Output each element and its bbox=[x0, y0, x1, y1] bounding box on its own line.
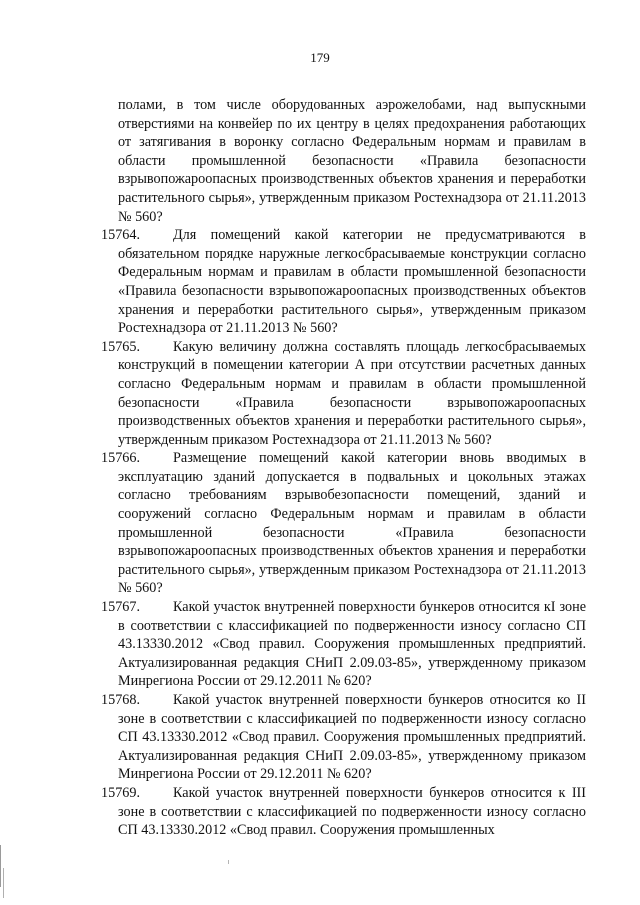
question-number: 15769. bbox=[101, 784, 141, 801]
question-text: Какой участок внутренней поверхности бункеров относится кI зоне в соответствии с классификацией по подверженности износу согласно СП 43.13330.2012 «Свод правил. Сооружения промышленных предприятий. Актуализированная редакция СНиП 2.09.03-85», утвержденному приказом Минрегиона России от 29.12.2011 № 620? bbox=[118, 599, 586, 690]
question-item bbox=[101, 226, 586, 338]
question-item bbox=[101, 691, 586, 784]
document-body bbox=[101, 96, 586, 840]
scan-edge-mark bbox=[0, 845, 1, 887]
question-number: 15766. bbox=[101, 450, 141, 467]
question-number: 15765. bbox=[101, 338, 141, 355]
question-item bbox=[101, 598, 586, 691]
question-item bbox=[101, 449, 586, 598]
question-number: 15764. bbox=[101, 227, 141, 244]
question-text: Какой участок внутренней поверхности бункеров относится к III зоне в соответствии с классификацией по подверженности износу согласно СП 43.13330.2012 «Свод правил. Сооружения промышленных bbox=[118, 784, 586, 839]
question-item bbox=[101, 784, 586, 840]
question-number: 15768. bbox=[101, 692, 141, 708]
question-text: Какой участок внутренней поверхности бункеров относится ко II зоне в соответствии с классификацией по подверженности износу согласно СП 43.13330.2012 «Свод правил. Сооружения промышленных предприятий. Актуализированная редакция СНиП 2.09.03-85», утвержденному приказом Минрегиона России от 29.12.2011 № 620? bbox=[118, 692, 586, 783]
continuation-paragraph: полами, в том числе оборудованных аэрожелобами, над выпускными отверстиями на конвейер по их центру в целях предохранения работающих от затягивания в воронку согласно Федеральным нормам и правилам в области промышленной безопасности «Правила безопасности взрывопожароопасных производственных объектов хранения и переработки растительного сырья», утвержденным приказом Ростехнадзора от 21.11.2013 № 560? bbox=[118, 97, 586, 225]
page-number: 179 bbox=[310, 50, 330, 65]
question-item bbox=[101, 338, 586, 450]
question-number: 15767. bbox=[101, 599, 141, 616]
question-text: Размещение помещений какой категории вновь вводимых в эксплуатацию зданий допускается в подвальных и цокольных этажах согласно требованиям взрывобезопасности помещений, зданий и сооружений согласно Федеральным нормам и правилам в области промышленной безопасности «Правила безопасности взрывопожароопасных производственных объектов хранения и переработки растительного сырья», утвержденным приказом Ростехнадзора от 21.11.2013 № 560? bbox=[118, 450, 586, 597]
question-text: Для помещений какой категории не предусматриваются в обязательном порядке наружные легкосбрасываемые конструкции согласно Федеральным нормам и правилам в области промышленной безопасности «Правила безопасности взрывопожароопасных производственных объектов хранения и переработки растительного сырья», утвержденным приказом Ростехнадзора от 21.11.2013 № 560? bbox=[118, 227, 586, 337]
scan-artifact bbox=[228, 860, 229, 864]
question-text: Какую величину должна составлять площадь легкосбрасываемых конструкций в помещении категории А при отсутствии расчетных данных согласно Федеральным нормам и правилам в области промышленной безопасности «Правила безопасности взрывопожароопасных производственных объектов хранения и переработки растительного сырья», утвержденным приказом Ростехнадзора от 21.11.2013 № 560? bbox=[118, 338, 586, 448]
scan-edge-mark bbox=[3, 868, 4, 898]
